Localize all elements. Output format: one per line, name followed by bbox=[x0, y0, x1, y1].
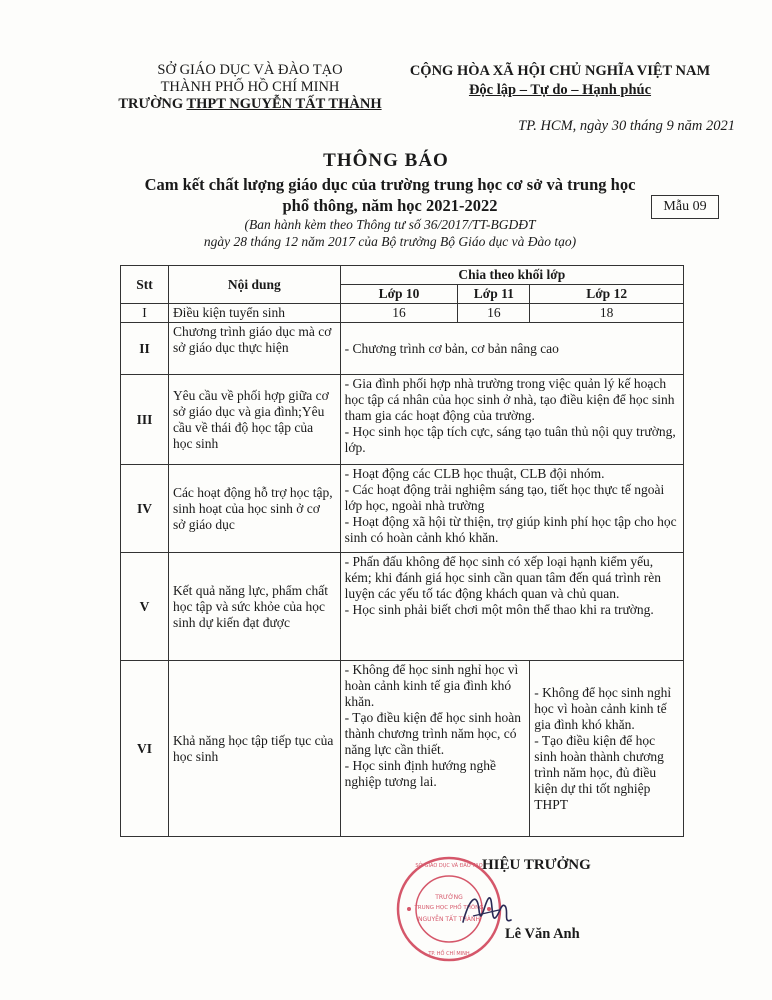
commitment-table bbox=[120, 265, 684, 837]
school-prefix: TRƯỜNG bbox=[118, 96, 187, 112]
svg-text:NGUYỄN TẤT THÀNH: NGUYỄN TẤT THÀNH bbox=[417, 916, 481, 923]
dept-line-2: THÀNH PHỐ HỒ CHÍ MINH bbox=[160, 79, 340, 95]
note-line-2: ngày 28 tháng 12 năm 2017 của Bộ trưởng Bộ Giáo dục và Đào tạo) bbox=[203, 234, 577, 249]
national-motto: Độc lập – Tự do – Hạnh phúc bbox=[468, 82, 652, 98]
grade-12-value: 18 bbox=[530, 304, 684, 323]
value-line: - Không để học sinh nghỉ học vì hoàn cảnh kinh tế gia đình khó khăn. bbox=[534, 684, 672, 732]
table-row bbox=[121, 323, 684, 375]
value-line: - Phấn đấu không để học sinh có xếp loại hạnh kiểm yếu, kém; khi đánh giá học sinh cần quan tâm đến quá trình rèn luyện các yếu tố tác động khách quan và chủ quan. bbox=[344, 554, 662, 601]
signer-title: HIỆU TRƯỞNG bbox=[482, 857, 591, 873]
value-line: - Tạo điều kiện để học sinh hoàn thành chương trình năm học, đủ điều kiện dự thi tốt nghiệp THPT bbox=[534, 732, 664, 812]
row-content: Điều kiện tuyển sinh bbox=[168, 304, 340, 323]
row-value bbox=[340, 553, 683, 661]
col-header-grade-12: Lớp 12 bbox=[530, 285, 684, 304]
table-row bbox=[121, 465, 684, 553]
value-line: - Học sinh học tập tích cực, sáng tạo tuân thủ nội quy trường, lớp. bbox=[344, 424, 676, 455]
row-value bbox=[340, 375, 683, 465]
value-line: - Gia đình phối hợp nhà trường trong việc quản lý kế hoạch học tập cá nhân của học sinh ở nhà, tạo điều kiện để học sinh tham gia các hoạt động của trường. bbox=[344, 376, 675, 423]
svg-text:TP. HỒ CHÍ MINH: TP. HỒ CHÍ MINH bbox=[428, 951, 470, 957]
document-title: THÔNG BÁO bbox=[323, 150, 449, 171]
school-line bbox=[110, 96, 390, 113]
subtitle-line-1: Cam kết chất lượng giáo dục của trường trung học cơ sở và trung học bbox=[144, 175, 636, 194]
table-row bbox=[121, 304, 684, 323]
value-line: - Không để học sinh nghỉ học vì hoàn cảnh kinh tế gia đình khó khăn. bbox=[344, 662, 519, 709]
row-content: Các hoạt động hỗ trợ học tập, sinh hoạt của học sinh ở cơ sở giáo dục bbox=[168, 465, 340, 553]
document-subtitle bbox=[100, 174, 680, 216]
row-value bbox=[340, 465, 683, 553]
col-header-content: Nội dung bbox=[168, 266, 340, 304]
value-line: - Hoạt động xã hội từ thiện, trợ giúp kinh phí học tập cho học sinh có hoàn cảnh khó khăn. bbox=[344, 514, 677, 545]
row-content: Khả năng học tập tiếp tục của học sinh bbox=[168, 661, 340, 837]
issuing-agency bbox=[110, 62, 390, 113]
dept-line-1: SỞ GIÁO DỤC VÀ ĐÀO TẠO bbox=[157, 62, 343, 78]
svg-text:TRƯỜNG: TRƯỜNG bbox=[435, 894, 463, 901]
value-line: - Học sinh định hướng nghề nghiệp tương lai. bbox=[344, 758, 496, 789]
form-code-box: Mẫu 09 bbox=[651, 195, 719, 219]
signer-name: Lê Văn Anh bbox=[505, 926, 580, 942]
grade-10-value: 16 bbox=[340, 304, 458, 323]
row-stt: IV bbox=[121, 465, 169, 553]
row-content: Kết quả năng lực, phẩm chất học tập và sức khỏe của học sinh dự kiến đạt được bbox=[168, 553, 340, 661]
col-header-grade-10: Lớp 10 bbox=[340, 285, 458, 304]
table-header-row bbox=[121, 266, 684, 285]
col-header-stt: Stt bbox=[121, 266, 169, 304]
nation-name: CỘNG HÒA XÃ HỘI CHỦ NGHĨA VIỆT NAM bbox=[409, 63, 711, 79]
table-row bbox=[121, 661, 684, 837]
row-content: Chương trình giáo dục mà cơ sở giáo dục thực hiện bbox=[168, 323, 340, 375]
row-stt: VI bbox=[121, 661, 169, 837]
value-line: - Tạo điều kiện để học sinh hoàn thành chương trình năm học, có năng lực cần thiết. bbox=[344, 710, 521, 757]
col-header-group: Chia theo khối lớp bbox=[340, 266, 683, 285]
svg-text:TRUNG HỌC PHỔ THÔNG: TRUNG HỌC PHỔ THÔNG bbox=[414, 905, 484, 911]
subtitle-line-2: phổ thông, năm học 2021-2022 bbox=[282, 196, 498, 215]
col-header-grade-11: Lớp 11 bbox=[458, 285, 530, 304]
row-stt: III bbox=[121, 375, 169, 465]
svg-text:SỞ GIÁO DỤC VÀ ĐÀO TẠO: SỞ GIÁO DỤC VÀ ĐÀO TẠO bbox=[415, 863, 483, 869]
value-line: - Các hoạt động trải nghiệm sáng tạo, tiết học thực tế ngoài lớp học, ngoài nhà trường bbox=[344, 482, 665, 513]
row-stt: I bbox=[121, 304, 169, 323]
row-value-grade-12 bbox=[530, 661, 684, 837]
legal-note bbox=[130, 216, 650, 250]
school-name: THPT NGUYỄN TẤT THÀNH bbox=[186, 96, 382, 112]
dateline: TP. HCM, ngày 30 tháng 9 năm 2021 bbox=[518, 118, 735, 134]
row-stt: II bbox=[121, 323, 169, 375]
table-row bbox=[121, 375, 684, 465]
grade-11-value: 16 bbox=[458, 304, 530, 323]
row-value: - Chương trình cơ bản, cơ bản nâng cao bbox=[340, 323, 683, 375]
value-line: - Hoạt động các CLB học thuật, CLB đội nhóm. bbox=[344, 466, 605, 481]
value-line: - Học sinh phải biết chơi một môn thể thao khi ra trường. bbox=[344, 602, 654, 617]
note-line-1: (Ban hành kèm theo Thông tư số 36/2017/TT-BGDĐT bbox=[244, 217, 536, 232]
row-value-grade-10-11 bbox=[340, 661, 530, 837]
national-header bbox=[400, 62, 720, 100]
table-row bbox=[121, 553, 684, 661]
row-content: Yêu cầu về phối hợp giữa cơ sở giáo dục và gia đình;Yêu cầu về thái độ học tập của học sinh bbox=[168, 375, 340, 465]
row-stt: V bbox=[121, 553, 169, 661]
